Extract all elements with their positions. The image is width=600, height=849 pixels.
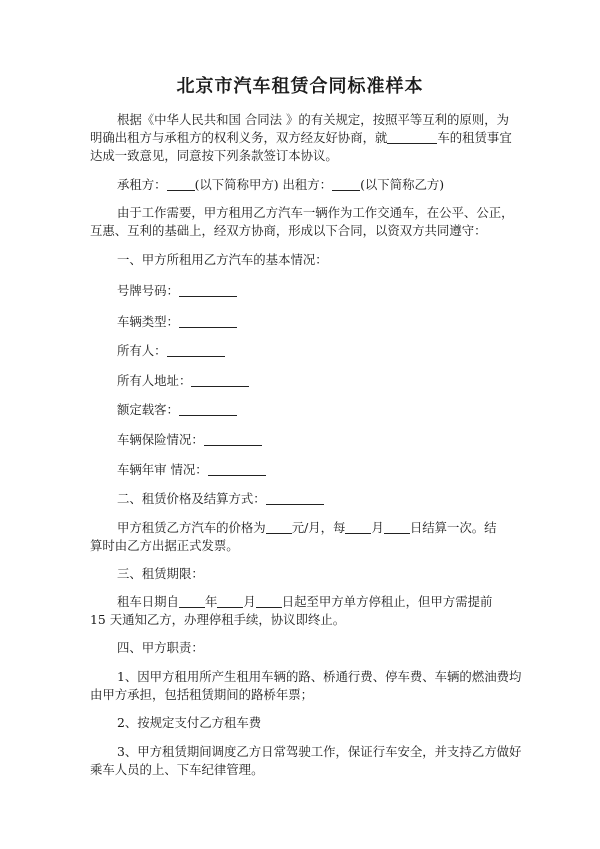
duty-2: 2、按规定支付乙方租车费 [117, 715, 262, 730]
section1-heading: 一、甲方所租用乙方汽车的基本情况： [117, 252, 328, 267]
type-blank [179, 315, 237, 328]
start-year-blank [179, 595, 205, 608]
section4-heading: 四、甲方职责： [117, 640, 204, 655]
price-text-c: 月 [371, 520, 384, 535]
payment-method-blank [266, 492, 324, 505]
start-day-blank [256, 595, 282, 608]
lessor-blank [332, 178, 360, 191]
duty-3-line-2: 乘车人员的上、下车纪律管理。 [90, 762, 264, 777]
duty-3-line-1: 3、甲方租赁期间调度乙方日常驾驶工作，保证行车安全，并支持乙方做好 [117, 744, 522, 759]
field-seats [117, 400, 237, 418]
term-text-b: 年 [204, 594, 218, 609]
owner-blank [167, 344, 225, 357]
intro-line-3: 达成一致意见，同意按下列条款签订本协议。 [90, 148, 338, 163]
start-month-blank [217, 595, 243, 608]
parties-line [117, 175, 444, 193]
purpose-line-2: 互惠、互利的基础上，经双方协商，形成以下合同，以资双方共同遵守： [90, 223, 487, 238]
field-type [117, 312, 237, 330]
intro-line-2-text-b: 车的租赁事宜 [437, 130, 512, 145]
term-text-d: 日起至甲方单方停租止，但甲方需提前 [281, 594, 493, 609]
field-inspection [117, 460, 266, 478]
field-plate [117, 281, 237, 299]
plate-blank [179, 284, 237, 297]
seats-blank [179, 403, 237, 416]
lessor-note: (以下简称乙方) [360, 177, 445, 192]
term-line-2: 15 天通知乙方，办理停租手续，协议即终止。 [90, 612, 346, 627]
insurance-label: 车辆保险情况： [117, 432, 204, 447]
intro-line-2-text-a: 明确出租方与承租方的权利义务，双方经友好协商，就 [90, 130, 388, 145]
inspection-label: 车辆年审 情况： [117, 462, 208, 477]
section3-heading: 三、租赁期限： [117, 566, 204, 581]
address-label: 所有人地址： [117, 373, 192, 388]
vehicle-blank [387, 131, 437, 144]
term-line-1 [117, 592, 492, 610]
field-insurance [117, 430, 262, 448]
lessee-label: 承租方： [117, 177, 167, 192]
price-line-1 [117, 518, 497, 536]
intro-line-2 [90, 128, 512, 146]
price-text-d: 日结算一次。结 [409, 520, 497, 535]
address-blank [191, 374, 249, 387]
field-address [117, 371, 249, 389]
plate-label: 号牌号码： [117, 283, 179, 298]
field-owner [117, 341, 225, 359]
intro-line-1: 根据《中华人民共和国 合同法 》的有关规定，按照平等互利的原则，为 [117, 112, 509, 127]
term-text-a: 租车日期自 [117, 594, 179, 609]
page-title: 北京市汽车租赁合同标准样本 [176, 76, 424, 97]
price-text-b: 元/月，每 [291, 520, 346, 535]
insurance-blank [204, 433, 262, 446]
purpose-line-1: 由于工作需要，甲方租用乙方汽车一辆作为工作交通车，在公平、公正， [117, 205, 514, 220]
term-text-c: 月 [243, 594, 256, 609]
seats-label: 额定载客： [117, 402, 179, 417]
section2-heading-text: 二、租赁价格及结算方式： [117, 491, 266, 506]
duty-1-line-1: 1、因甲方租用所产生租用车辆的路、桥通行费、停车费、车辆的燃油费均 [117, 669, 522, 684]
section2-heading [117, 489, 324, 507]
lessee-note: (以下简称甲方) 出租方： [194, 177, 333, 192]
price-text-a: 甲方租赁乙方汽车的价格为 [117, 520, 266, 535]
duty-1-line-2: 由甲方承担，包括租赁期间的路桥年票； [90, 687, 314, 702]
inspection-blank [208, 463, 266, 476]
settle-month-blank [345, 521, 371, 534]
price-blank [266, 521, 292, 534]
type-label: 车辆类型： [117, 314, 179, 329]
price-line-2: 算时由乙方出据正式发票。 [90, 538, 239, 553]
owner-label: 所有人： [117, 343, 167, 358]
lessee-blank [167, 178, 195, 191]
settle-day-blank [384, 521, 410, 534]
